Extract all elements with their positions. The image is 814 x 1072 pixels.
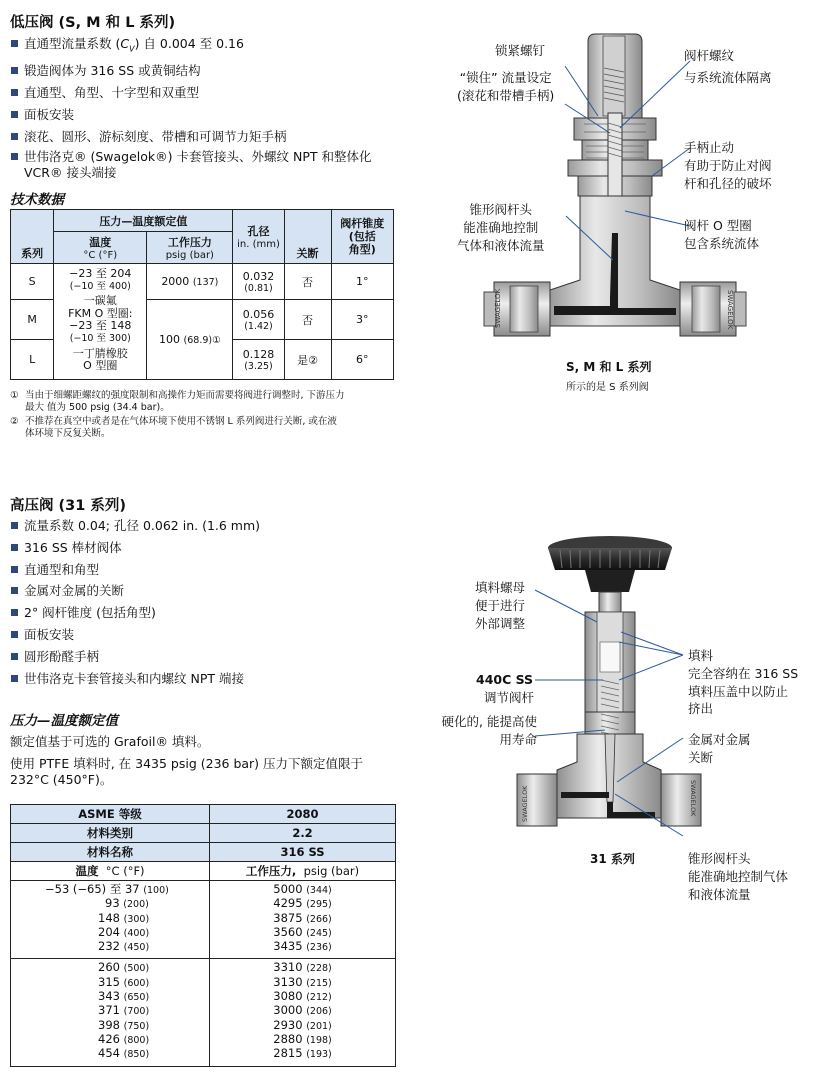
- list-item: 世伟洛克卡套管接头和内螺纹 NPT 端接: [10, 668, 410, 690]
- brand-mark: SWAGELOK: [521, 785, 529, 822]
- label-440c-stem: 440C SS 调节阀杆: [476, 672, 535, 705]
- label-packing-nut: 填料螺母 便于进行 外部调整: [475, 580, 526, 631]
- label-lock-screw: 锁紧螺钉: [495, 43, 546, 58]
- list-item: 世伟洛克® (Swagelok®) 卡套管接头、外螺纹 NPT 和整体化 VCR® 接头端接: [10, 147, 410, 184]
- low-caption-sub: 所示的是 S 系列阀: [566, 382, 649, 393]
- label-stem-oring: 阀杆 O 型圈 包含系统流体: [684, 218, 760, 251]
- table-row: ASME 等级 2080: [11, 805, 396, 824]
- table-group-2: 260 (500) 315 (600) 343 (650) 371 (700) 398 (750) 426 (800) 454 (850) 3310 (228) 3130 (215) 3080 (212) 3000 (206) 2930 (201) 2880 (198) 2815 (193): [11, 959, 396, 1066]
- table-row: S −23 至 204 (−10 至 400) 一碳氟 FKM O 型圈: −23 至 148 (−10 至 300) 一丁腈橡胶 O 型圈 2000 (137) 0.032 (0.81) 否 1°: [11, 264, 394, 300]
- th-orifice: 孔径 in. (mm): [233, 210, 284, 264]
- high-caption: 31 系列: [590, 852, 635, 866]
- table-group-1: −53 (−65) 至 37 (100) 93 (200) 148 (300) 204 (400) 232 (450) 5000 (344) 4295 (295) 3875 (266) 3560 (245) 3435 (236): [11, 881, 396, 959]
- list-item: 直通型流量系数 $(C_V)$ 自 0.004 至 0.16: [10, 33, 410, 60]
- label-hardened: 硬化的, 能提高使 用寿命: [441, 714, 537, 747]
- list-item: 锻造阀体为 316 SS 或黄铜结构: [10, 60, 410, 82]
- th-series: 系列: [11, 210, 54, 264]
- th-temp: 温度 °C (°F): [54, 232, 147, 264]
- table-row: 材料名称 316 SS: [11, 843, 396, 862]
- label-lock-flow: “锁住” 流量设定 (滚花和带槽手柄): [457, 70, 555, 103]
- footnote-2: ② 不推荐在真空中或者是在气体环境下使用不锈钢 L 系列阀进行关断, 或在液 体环境下反复关断。: [10, 416, 337, 439]
- th-press: 工作压力 psig (bar): [147, 232, 233, 264]
- brand-mark: SWAGELOK: [726, 290, 734, 330]
- footnote-1: ① 当由于细螺距螺纹的强度限制和高操作力矩而需要将阀进行调整时, 下游压力 最大 值为 500 psig (34.4 bar)。: [10, 390, 345, 413]
- high-valve-illustration: [505, 530, 705, 850]
- th-taper: 阀杆锥度 (包括 角型): [331, 210, 393, 264]
- high-title: 高压阀 (31 系列): [10, 498, 127, 514]
- label-handle-stop: 手柄止动 有助于防止对阀 杆和孔径的破坏: [684, 140, 772, 191]
- high-bullets: [10, 515, 410, 689]
- list-item: 面板安装: [10, 624, 410, 646]
- table-row: L 0.128 (3.25) 是② 6°: [11, 340, 394, 380]
- list-item: 流量系数 0.04; 孔径 0.062 in. (1.6 mm): [10, 515, 410, 537]
- low-spec-table: [10, 209, 394, 380]
- pt-paragraph-2: 使用 PTFE 填料时, 在 3435 psig (236 bar) 压力下额定值限于 232°C (450°F)。: [10, 756, 364, 787]
- table-row: M 100 (68.9)① 0.056 (1.42) 否 3°: [11, 300, 394, 340]
- low-bullets: [10, 33, 410, 184]
- list-item: 金属对金属的关断: [10, 580, 410, 602]
- label-tapered-stem: 锥形阀杆头 能准确地控制 气体和液体流量: [457, 202, 545, 253]
- list-item: 2° 阀杆锥度 (包括角型): [10, 602, 410, 624]
- label-tapered-stem-tip: 锥形阀杆头 能准确地控制气体 和液体流量: [688, 851, 789, 902]
- pt-rating-title: 压力—温度额定值: [10, 713, 118, 729]
- low-title: 低压阀 (S, M 和 L 系列): [10, 15, 176, 31]
- press-cell: 2000 (137): [147, 264, 233, 300]
- high-rating-table: [10, 804, 396, 1067]
- tech-data-title: 技术数据: [10, 192, 64, 208]
- table-cell: −53 (−65) 至 37 (100): [45, 882, 169, 896]
- th-pt: 压力—温度额定值: [54, 210, 233, 232]
- label-packing: 填料 完全容纳在 316 SS 填料压盖中以防止 挤出: [688, 648, 799, 717]
- table-row: 材料类别 2.2: [11, 824, 396, 843]
- low-caption: S, M 和 L 系列: [566, 360, 652, 374]
- table-row: 温度 °C (°F) 工作压力, psig (bar): [11, 862, 396, 881]
- list-item: 圆形酚醛手柄: [10, 646, 410, 668]
- list-item: 面板安装: [10, 104, 410, 126]
- footnotes: [10, 390, 400, 439]
- list-item: 滚花、圆形、游标刻度、带槽和可调节力矩手柄: [10, 126, 410, 148]
- list-item: 直通型、角型、十字型和双重型: [10, 82, 410, 104]
- th-shutoff: 关断: [284, 210, 331, 264]
- list-item: 316 SS 棒材阀体: [10, 537, 410, 559]
- label-metal-seal: 金属对金属 关断: [688, 732, 751, 765]
- list-item: 直通型和角型: [10, 559, 410, 581]
- brand-mark: SWAGELOK: [689, 780, 697, 817]
- temp-cell: −23 至 204 (−10 至 400) 一碳氟 FKM O 型圈: −23 至 148 (−10 至 300) 一丁腈橡胶 O 型圈: [54, 264, 147, 380]
- label-stem-thread: 阀杆螺纹 与系统流体隔离: [684, 48, 772, 85]
- brand-mark: SWAGELOK: [494, 288, 502, 328]
- pt-paragraph-1: 额定值基于可选的 Grafoil® 填料。: [10, 734, 210, 749]
- press-cell: 100 (68.9)①: [147, 300, 233, 380]
